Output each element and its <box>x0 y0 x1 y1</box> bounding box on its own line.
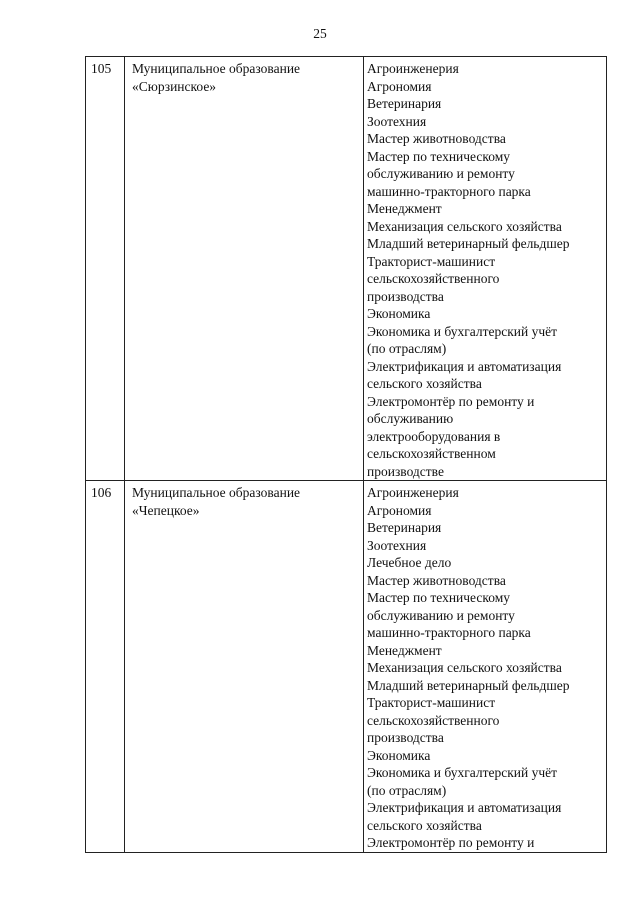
row-number-cell <box>86 57 125 481</box>
program-line: Мастер по техническому <box>367 148 511 164</box>
page-number: 25 <box>313 26 327 41</box>
program-line: Ветеринария <box>367 96 442 111</box>
municipality-name-line: «Сюрзинское» <box>132 78 217 94</box>
row-number: 105 <box>91 61 112 76</box>
programs-cell <box>364 481 607 853</box>
program-line: машинно-тракторного парка <box>367 625 531 640</box>
program-line: Младший ветеринарный фельдшер <box>367 677 570 693</box>
program-line: Зоотехния <box>367 113 427 129</box>
program-line: Менеджмент <box>367 201 442 216</box>
program-line: (по отраслям) <box>367 341 447 356</box>
program-line: машинно-тракторного парка <box>367 183 531 199</box>
program-line: электрооборудования в <box>367 428 501 444</box>
program-line: Механизация сельского хозяйства <box>367 218 562 234</box>
program-line: Электрификация и автоматизация <box>367 358 562 374</box>
program-line: Младший ветеринарный фельдшер <box>367 236 570 251</box>
program-line: обслуживанию и ремонту <box>367 607 515 623</box>
program-line: сельского хозяйства <box>367 817 482 833</box>
program-line: Агрономия <box>367 78 432 94</box>
program-line: Агрономия <box>367 502 432 518</box>
municipality-programs-table <box>85 56 607 853</box>
program-line: производстве <box>367 463 444 479</box>
program-line: Экономика и бухгалтерский учёт <box>367 765 558 780</box>
program-line: сельскохозяйственном <box>367 446 496 461</box>
program-line: Лечебное дело <box>367 555 452 570</box>
municipality-name-line: Муниципальное образование <box>132 61 301 76</box>
program-line: Ветеринария <box>367 520 442 535</box>
program-line: Агроинженерия <box>367 485 459 500</box>
program-line: Экономика <box>367 747 431 763</box>
program-line: Мастер животноводства <box>367 131 506 146</box>
program-line: сельского хозяйства <box>367 376 482 391</box>
program-line: сельскохозяйственного <box>367 271 500 286</box>
program-line: Электромонтёр по ремонту и <box>367 835 535 850</box>
row-number-cell <box>86 481 125 853</box>
program-list <box>367 60 606 480</box>
program-line: Экономика <box>367 306 431 321</box>
table-body <box>86 57 607 853</box>
program-line: Электромонтёр по ремонту и <box>367 393 535 409</box>
program-line: Менеджмент <box>367 642 442 658</box>
municipality-name-line: Муниципальное образование <box>132 485 301 500</box>
table-row <box>86 481 607 853</box>
municipality-name-line: «Чепецкое» <box>132 502 200 518</box>
program-line: обслуживанию и ремонту <box>367 166 515 181</box>
program-line: обслуживанию <box>367 411 454 426</box>
municipality-name-cell <box>125 481 364 853</box>
program-line: Механизация сельского хозяйства <box>367 660 562 675</box>
table-row <box>86 57 607 481</box>
program-line: Зоотехния <box>367 537 427 553</box>
municipality-name-cell <box>125 57 364 481</box>
program-line: Электрификация и автоматизация <box>367 800 562 815</box>
program-list <box>367 484 606 852</box>
programs-cell <box>364 57 607 481</box>
program-line: Мастер животноводства <box>367 572 506 588</box>
program-line: Мастер по техническому <box>367 590 511 605</box>
program-line: Экономика и бухгалтерский учёт <box>367 323 558 339</box>
program-line: Тракторист-машинист <box>367 253 496 269</box>
program-line: производства <box>367 730 444 745</box>
program-line: Агроинженерия <box>367 61 459 76</box>
program-line: Тракторист-машинист <box>367 695 496 710</box>
row-number: 106 <box>91 485 112 500</box>
program-line: производства <box>367 288 444 304</box>
program-line: (по отраслям) <box>367 782 447 798</box>
program-line: сельскохозяйственного <box>367 712 500 728</box>
